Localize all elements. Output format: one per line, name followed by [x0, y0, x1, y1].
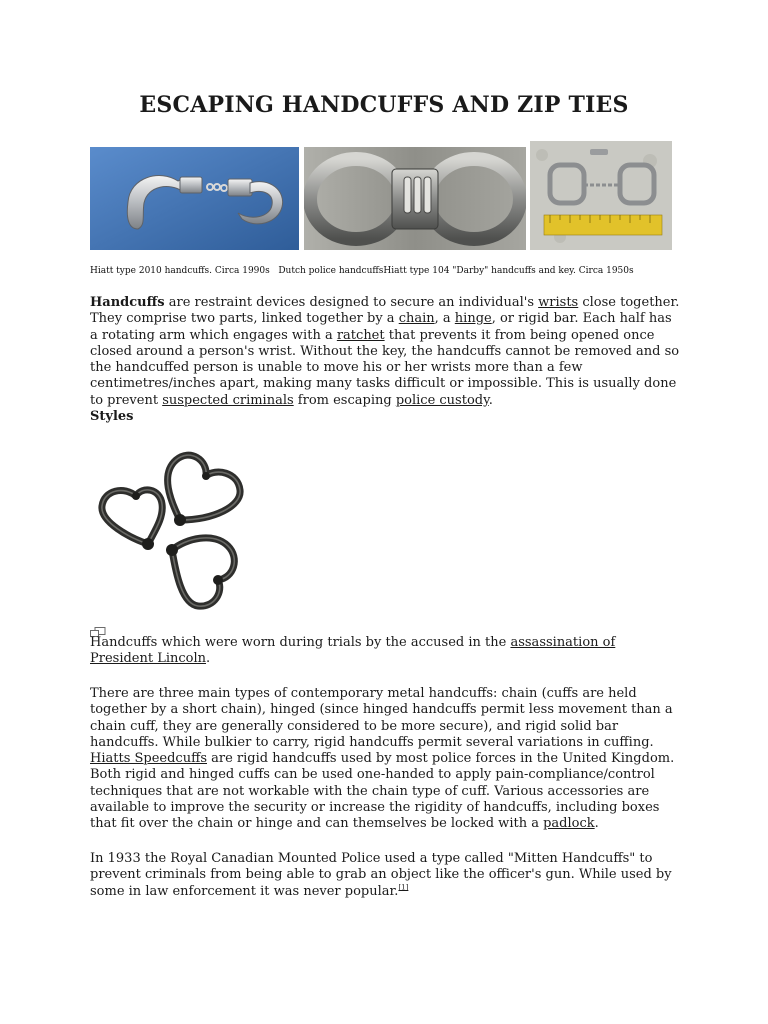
photo-hiatt-2010-handcuffs[interactable] [90, 147, 299, 250]
photo-dutch-police-handcuffs[interactable] [304, 147, 526, 250]
handcuffs-term: Handcuffs [90, 295, 165, 310]
link-ratchet[interactable]: ratchet [336, 327, 385, 343]
hinged-handcuffs-illustration [304, 147, 526, 250]
types-paragraph: There are three main types of contemporary metal handcuffs: chain (cuffs are held together by a short chain), hinged (since hinged handcuffs permit less movement than a chain cuff, they are generally considered to be more secure), and rigid solid bar handcuffs. While bulkier to carry, rigid handcuffs permit several variations in cuffing. Hiatts Speedcuffs are rigid handcuffs used by most police forces in the United Kingdom. Both rigid and hinged cuffs can be used one-handed to apply pain-compliance/control techniques that are not workable with the chain type of cuff. Various accessories are available to improve the security or increase the rigidity of handcuffs, including boxes that fit over the chain or hinge and can themselves be locked with a padlock. [90, 686, 675, 832]
styles-heading: Styles [90, 409, 134, 424]
chain-handcuffs-illustration [90, 147, 299, 250]
intro-paragraph: Handcuffs are restraint devices designed to secure an individual's wrists close together. They comprise two parts, linked together by a chain, a hinge, or rigid bar. Each half has a rotating arm which engages with a ratchet that prevents it from being opened once closed around a person's wrist. Without the key, the handcuffs cannot be removed and so the handcuffed person is unable to move his or her wrists more than a few centimetres/inches apart, making many tasks difficult or impossible. This is usually done to prevent suspected criminals from escaping police custody. [90, 295, 680, 408]
lincoln-caption: Handcuffs which were worn during trials by the accused in the assassination of President Lincoln. [90, 635, 616, 667]
link-suspected-criminals[interactable]: suspected criminals [162, 392, 294, 408]
link-wrists[interactable]: wrists [538, 295, 579, 310]
link-hiatts-speedcuffs[interactable]: Hiatts Speedcuffs [90, 751, 207, 767]
reference-superscript [398, 883, 408, 891]
link-padlock[interactable]: padlock [543, 816, 595, 832]
caption-hiatt-104: Hiatt type 104 "Darby" handcuffs and key. Circa 1950s [383, 266, 634, 276]
link-hinge[interactable]: hinge [454, 311, 492, 327]
darby-handcuffs-illustration [530, 141, 672, 250]
caption-hiatt-2010: Hiatt type 2010 handcuffs. Circa 1990s [90, 266, 270, 276]
page-title: ESCAPING HANDCUFFS AND ZIP TIES [139, 92, 629, 118]
magnify-icon[interactable] [90, 623, 106, 634]
gallery-captions [90, 266, 690, 276]
antique-cuffs-illustration [90, 446, 252, 616]
caption-dutch: Dutch police handcuffs [278, 266, 384, 276]
link-assassination-of-president-lincoln[interactable]: assassination of President Lincoln [90, 635, 616, 667]
link-police-custody[interactable]: police custody [395, 392, 489, 408]
photo-lincoln-trial-handcuffs[interactable] [90, 446, 252, 616]
photo-hiatt-104-darby-handcuffs[interactable] [530, 141, 672, 250]
link-reference-1[interactable]: [1] [398, 883, 409, 892]
link-chain[interactable]: chain [398, 311, 435, 327]
mitten-paragraph: In 1933 the Royal Canadian Mounted Police used a type called "Mitten Handcuffs" to prevent criminals from being able to grab an object like the officer's gun. While used by some in law enforcement it was never popular.[1] [90, 851, 672, 899]
